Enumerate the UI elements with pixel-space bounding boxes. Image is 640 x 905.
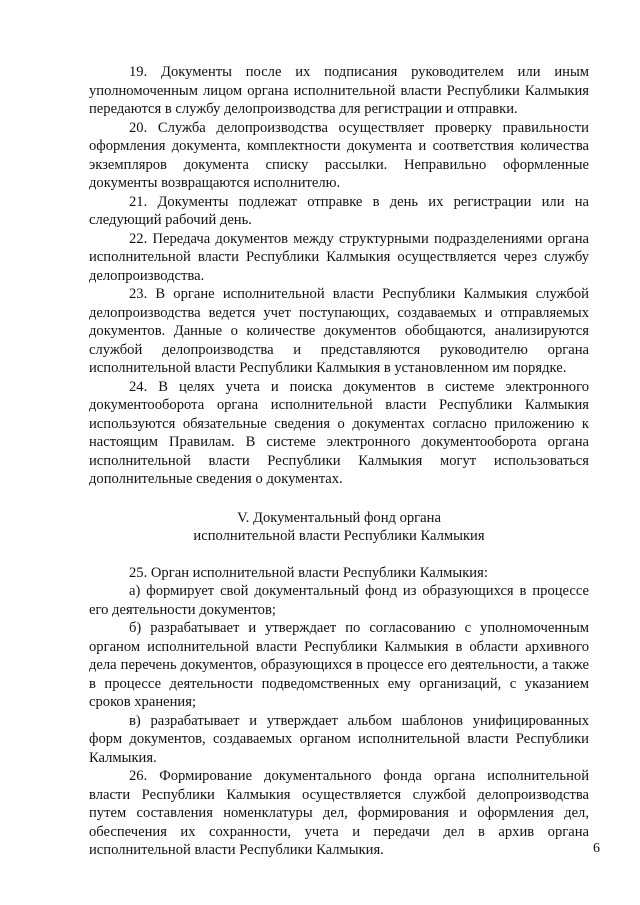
paragraph-24: 24. В целях учета и поиска документов в системе электронного документооборота органа исполнительной власти Республики Калмыкия используются обязательные сведения о документах согласно приложению к настоящим Правилам. В системе электронного документооборота органа исполнительной власти Республики Калмыкия могут использоваться дополнительные сведения о документах. bbox=[89, 378, 589, 487]
section-heading bbox=[89, 509, 589, 546]
paragraph-21: 21. Документы подлежат отправке в день их регистрации или на следующий рабочий день. bbox=[89, 193, 589, 228]
paragraph-26: 26. Формирование документального фонда органа исполнительной власти Республики Калмыкия осуществляется службой делопроизводства путем составления номенклатуры дел, формирования и оформления дел, обеспечения их сохранности, учета и передачи дел в архив органа исполнительной власти Республики Калмыкия. bbox=[89, 768, 589, 858]
page-number: 6 bbox=[593, 841, 600, 856]
paragraph-25-b: б) разрабатывает и утверждает по согласованию с уполномоченным органом исполнительной власти Республики Калмыкия в области архивного дела перечень документов, образующихся в процессе его деятельности, а также в процессе деятельности подведомственных ему организаций, с указанием сроков хранения; bbox=[89, 620, 589, 710]
paragraph-20: 20. Служба делопроизводства осуществляет проверку правильности оформления документа, комплектности документа и соответствия количества экземпляров документа списку рассылки. Неправильно оформленные документы возвращаются исполнителю. bbox=[89, 119, 589, 191]
document-body bbox=[89, 63, 589, 860]
paragraph-25-c: в) разрабатывает и утверждает альбом шаблонов унифицированных форм документов, создаваемых органом исполнительной власти Республики Калмыкия. bbox=[89, 712, 589, 766]
section-heading-line-2: исполнительной власти Республики Калмыкия bbox=[193, 528, 485, 544]
paragraph-25: 25. Орган исполнительной власти Республики Калмыкия: bbox=[129, 564, 488, 581]
paragraph-25-a: а) формирует свой документальный фонд из образующихся в процессе его деятельности документов; bbox=[89, 583, 589, 618]
paragraph-23: 23. В органе исполнительной власти Республики Калмыкия службой делопроизводства ведется учет поступающих, создаваемых и отправляемых документов. Данные о количестве документов обобщаются, анализируются службой делопроизводства и представляются руководителю органа исполнительной власти Республики Калмыкия в установленном им порядке. bbox=[89, 286, 589, 376]
paragraph-22: 22. Передача документов между структурными подразделениями органа исполнительной власти Республики Калмыкия осуществляется через службу делопроизводства. bbox=[89, 230, 589, 284]
section-heading-line-1: V. Документальный фонд органа bbox=[237, 509, 441, 526]
paragraph-19: 19. Документы после их подписания руководителем или иным уполномоченным лицом органа исполнительной власти Республики Калмыкия передаются в службу делопроизводства для регистрации и отправки. bbox=[89, 64, 589, 117]
